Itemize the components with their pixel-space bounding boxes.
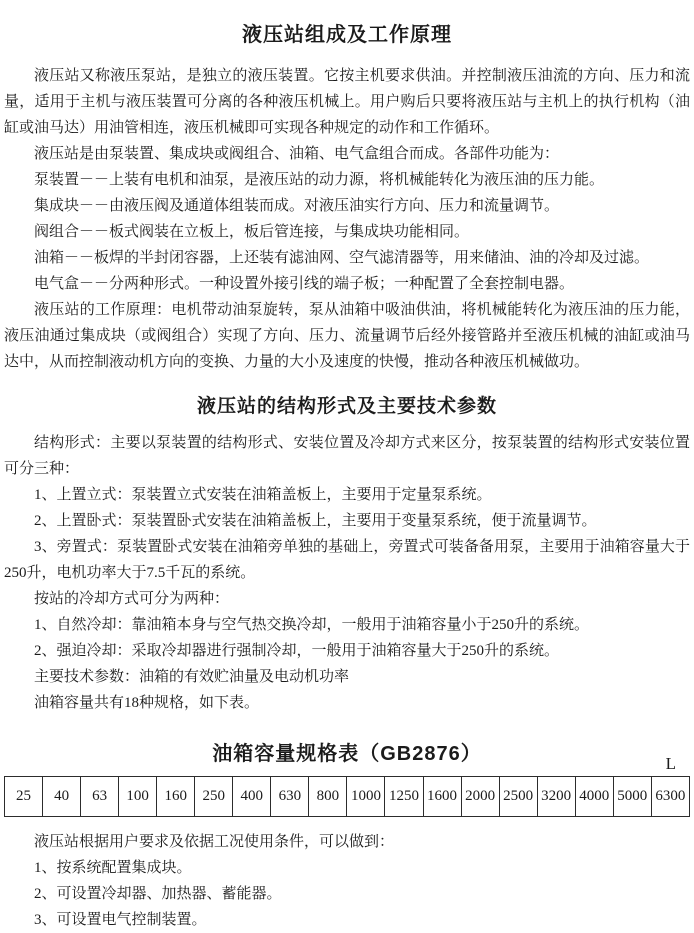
unit-label: L [665, 754, 676, 773]
paragraph: 主要技术参数：油箱的有效贮油量及电动机功率 [34, 669, 350, 685]
table-title: 油箱容量规格表（GB2876） [212, 743, 482, 765]
capacity-cell: 40 [43, 777, 81, 817]
paragraph: 油箱－－板焊的半封闭容器，上还装有滤油网、空气滤清器等，用来储油、油的冷却及过滤。 [34, 250, 650, 266]
section2-heading: 液压站的结构形式及主要技术参数 [196, 396, 497, 417]
capacity-cell: 4000 [575, 777, 613, 817]
capacity-cell: 3200 [537, 777, 575, 817]
table-header [4, 740, 690, 773]
capacity-cell: 400 [233, 777, 271, 817]
capacity-cell: 160 [157, 777, 195, 817]
paragraph: 按站的冷却方式可分为两种： [34, 591, 230, 607]
paragraph: 3、旁置式：泵装置卧式安装在油箱旁单独的基础上，旁置式可装备备用泵，主要用于油箱容量大于250升，电机功率大于7.5千瓦的系统。 [4, 539, 690, 581]
capacity-table [4, 776, 690, 817]
paragraph: 2、上置卧式：泵装置卧式安装在油箱盖板上，主要用于变量泵系统，便于流量调节。 [34, 513, 597, 529]
capacity-cell: 5000 [613, 777, 651, 817]
section1-paragraphs [4, 63, 690, 375]
capacity-cell: 2500 [499, 777, 537, 817]
capacity-row [5, 777, 690, 817]
paragraph: 泵装置－－上装有电机和油泵，是液压站的动力源，将机械能转化为液压油的压力能。 [34, 172, 605, 188]
paragraph: 1、按系统配置集成块。 [34, 860, 192, 876]
paragraph: 液压站根据用户要求及依据工况使用条件，可以做到： [34, 834, 395, 850]
paragraph: 1、上置立式：泵装置立式安装在油箱盖板上，主要用于定量泵系统。 [34, 487, 492, 503]
capacity-cell: 1000 [347, 777, 385, 817]
paragraph: 集成块－－由液压阀及通道体组装而成。对液压油实行方向、压力和流量调节。 [34, 198, 560, 214]
capacity-cell: 1250 [385, 777, 423, 817]
paragraph: 油箱容量共有18种规格，如下表。 [34, 695, 260, 711]
paragraph: 2、强迫冷却：采取冷却器进行强制冷却，一般用于油箱容量大于250升的系统。 [34, 643, 560, 659]
paragraph: 电气盒－－分两种形式。一种设置外接引线的端子板；一种配置了全套控制电器。 [34, 276, 575, 292]
paragraph: 3、可设置电气控制装置。 [34, 912, 207, 928]
section2-paragraphs [4, 430, 690, 716]
capacity-cell: 630 [271, 777, 309, 817]
paragraph: 2、可设置冷却器、加热器、蓄能器。 [34, 886, 282, 902]
paragraph: 液压站又称液压泵站，是独立的液压装置。它按主机要求供油。并控制液压油流的方向、压力和流量，适用于主机与液压装置可分离的各种液压机械上。用户购后只要将液压站与主机上的执行机构（油缸或油马达）用油管相连，液压机械即可实现各种规定的动作和工作循环。 [4, 68, 690, 136]
paragraph: 液压站的工作原理：电机带动油泵旋转，泵从油箱中吸油供油，将机械能转化为液压油的压力能，液压油通过集成块（或阀组合）实现了方向、压力、流量调节后经外接管路并至液压机械的油缸或油马达中，从而控制液动机方向的变换、力量的大小及速度的快慢，推动各种液压机械做功。 [4, 302, 690, 370]
capacity-cell: 1600 [423, 777, 461, 817]
section3-paragraphs [4, 829, 690, 933]
capacity-cell: 6300 [651, 777, 689, 817]
capacity-cell: 63 [81, 777, 119, 817]
capacity-cell: 250 [195, 777, 233, 817]
paragraph: 1、自然冷却：靠油箱本身与空气热交换冷却，一般用于油箱容量小于250升的系统。 [34, 617, 590, 633]
doc-title: 液压站组成及工作原理 [242, 24, 452, 46]
paragraph: 阀组合－－板式阀装在立板上，板后管连接，与集成块功能相同。 [34, 224, 470, 240]
capacity-cell: 800 [309, 777, 347, 817]
capacity-cell: 25 [5, 777, 43, 817]
paragraph: 液压站是由泵装置、集成块或阀组合、油箱、电气盒组合而成。各部件功能为： [34, 146, 560, 162]
capacity-cell: 100 [119, 777, 157, 817]
paragraph: 结构形式：主要以泵装置的结构形式、安装位置及冷却方式来区分，按泵装置的结构形式安装位置可分三种： [4, 435, 690, 477]
capacity-cell: 2000 [461, 777, 499, 817]
